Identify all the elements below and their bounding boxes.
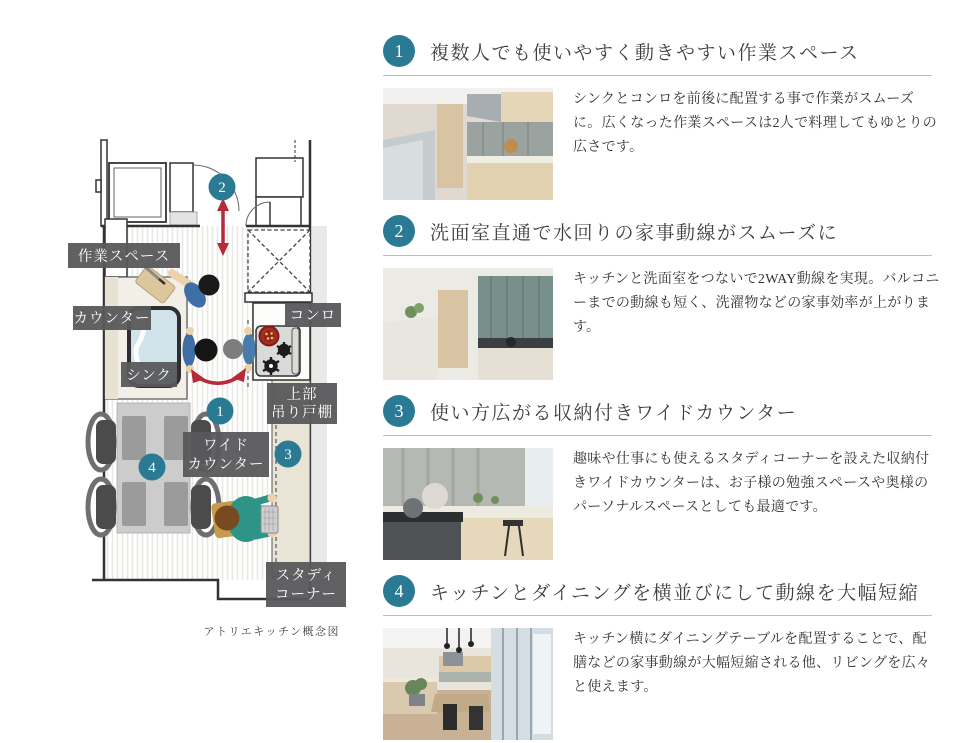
plan-label-sink xyxy=(121,362,177,387)
svg-text:カウンター: カウンター xyxy=(187,457,265,473)
section-title: 使い方広がる収納付きワイドカウンター xyxy=(430,402,798,424)
svg-text:4: 4 xyxy=(148,460,156,476)
svg-text:コンロ: コンロ xyxy=(289,308,337,324)
section-description: キッチン横にダイニングテーブルを配置することで、配膳などの家事動線が大幅短縮される他、リビングを広々と使えます。 xyxy=(573,632,931,695)
divider-line xyxy=(383,615,932,616)
svg-text:1: 1 xyxy=(216,404,224,420)
number-badge-4: 4 xyxy=(383,575,415,607)
svg-text:2: 2 xyxy=(218,180,226,196)
svg-text:上部: 上部 xyxy=(286,387,318,403)
section-title: 複数人でも使いやすく動きやすい作業スペース xyxy=(430,42,860,64)
plan-label-work-space xyxy=(68,243,180,268)
kitchen-2way-photo xyxy=(383,268,553,380)
section-description: キッチンと洗面室をつないで2WAY動線を実現。バルコニーまでの動線も短く、洗濯物などの家事効率が上がります。 xyxy=(573,272,940,335)
dining-kitchen-photo xyxy=(383,628,553,740)
number-badge-3: 3 xyxy=(383,395,415,427)
plan-label-counter xyxy=(73,306,151,330)
svg-text:作業スペース: 作業スペース xyxy=(77,249,171,265)
svg-text:スタディ: スタディ xyxy=(275,568,337,584)
plan-marker-2 xyxy=(209,174,236,201)
divider-line xyxy=(383,255,932,256)
feature-section-3 xyxy=(383,395,940,560)
section-title: キッチンとダイニングを横並びにして動線を大幅短縮 xyxy=(430,582,920,604)
section-description: 趣味や仕事にも使えるスタディコーナーを設えた収納付きワイドカウンターは、お子様の勉強スペースや奥様のパーソナルスペースとしても最適です。 xyxy=(573,452,930,515)
svg-text:シンク: シンク xyxy=(126,368,172,384)
section-description: シンクとコンロを前後に配置する事で作業がスムーズに。広くなった作業スペースは2人で料理してもゆとりの広さです。 xyxy=(573,92,938,155)
feature-section-4 xyxy=(383,575,940,740)
kitchen-floor-plan-diagram xyxy=(60,130,370,650)
svg-text:吊り戸棚: 吊り戸棚 xyxy=(271,405,333,421)
wide-counter-photo xyxy=(383,448,553,560)
plan-label-upper-cabinet xyxy=(267,383,337,424)
svg-text:3: 3 xyxy=(284,447,292,463)
closet-top-right xyxy=(256,158,303,197)
plan-marker-4 xyxy=(139,454,166,481)
chair xyxy=(191,485,211,529)
svg-text:カウンター: カウンター xyxy=(73,311,151,327)
section-title: 洗面室直通で水回りの家事動線がスムーズに xyxy=(430,222,839,244)
svg-text:ワイド: ワイド xyxy=(202,438,250,454)
plan-label-study-corner xyxy=(266,562,346,607)
plan-label-wide-counter xyxy=(183,432,269,477)
laptop xyxy=(261,506,278,533)
overhead-cupboard xyxy=(248,230,310,292)
number-badge-2: 2 xyxy=(383,215,415,247)
plan-marker-3 xyxy=(275,441,302,468)
door-leaf xyxy=(170,163,193,212)
plan-caption: アトリエキッチン概念図 xyxy=(203,626,340,638)
chair xyxy=(96,485,116,529)
number-badge-1: 1 xyxy=(383,35,415,67)
divider-line xyxy=(383,435,932,436)
feature-section-1 xyxy=(383,35,940,200)
chair xyxy=(96,420,116,464)
kitchen-work-space-photo xyxy=(383,88,553,200)
feature-section-2 xyxy=(383,215,940,380)
upper-walls-and-closets xyxy=(96,140,310,226)
divider-line xyxy=(383,75,932,76)
plan-marker-1 xyxy=(207,398,234,425)
plan-label-stove xyxy=(285,303,341,327)
svg-text:コーナー: コーナー xyxy=(275,587,337,603)
